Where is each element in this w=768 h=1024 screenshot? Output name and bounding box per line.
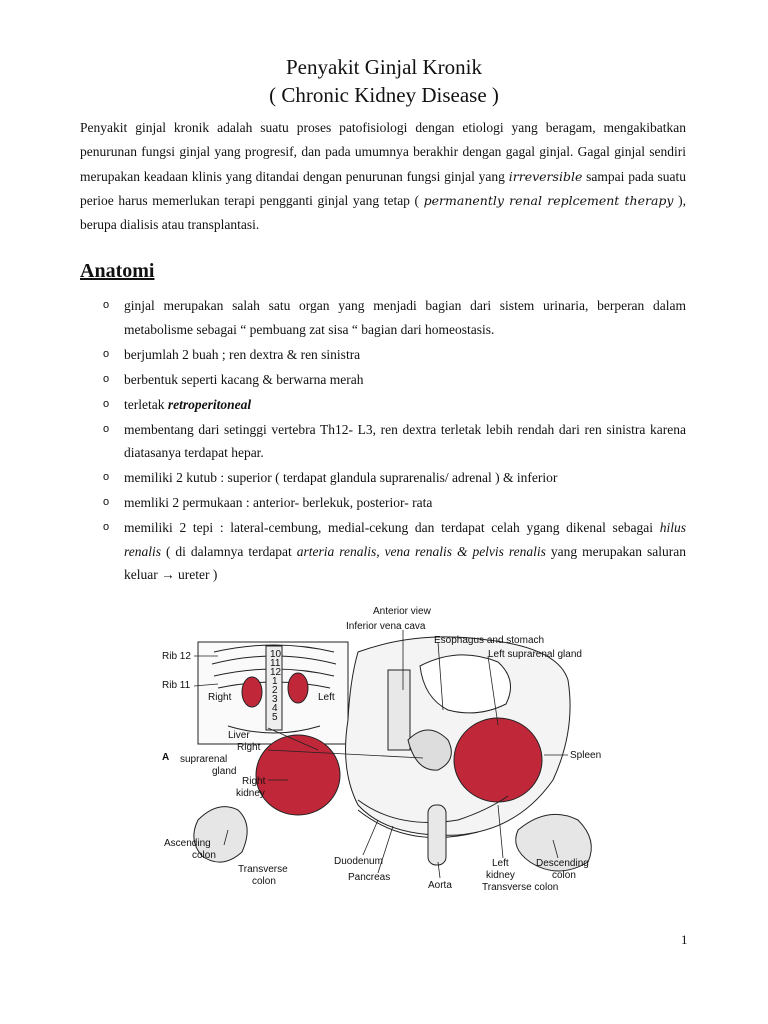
label-descending-1: Descending xyxy=(536,858,589,869)
page-number: 1 xyxy=(681,932,688,947)
label-right-kidney-2: kidney xyxy=(236,788,265,799)
bullet-marker: o xyxy=(103,299,110,311)
label-inferior-vena-cava: Inferior vena cava xyxy=(346,621,426,632)
label-transverse-1: Transverse xyxy=(238,864,288,875)
vertebra-number: 12 xyxy=(270,667,282,678)
list-item-text: yang merupakan saluran keluar xyxy=(124,543,686,582)
bullet-marker: o xyxy=(103,397,110,410)
list-item-text: memiliki 2 kutub : superior ( terdapat glandula suprarenalis/ adrenal ) & inferior xyxy=(124,470,558,485)
list-item xyxy=(80,516,686,587)
label-ascending-2: colon xyxy=(192,850,216,861)
bullet-marker: o xyxy=(103,521,110,533)
anatomy-bullet-list xyxy=(80,294,686,588)
section-heading-anatomi: Anatomi xyxy=(80,260,155,282)
intro-emphasis-therapy: permanently renal replcement therapy xyxy=(423,192,674,208)
intro-paragraph xyxy=(80,116,686,237)
label-esophagus-stomach: Esophagus and stomach xyxy=(434,635,545,646)
list-item xyxy=(80,393,686,417)
label-duodenum: Duodenum xyxy=(334,856,383,867)
list-item xyxy=(80,368,686,392)
list-item-text: ureter ) xyxy=(174,567,218,582)
bullet-marker: o xyxy=(103,422,110,435)
list-item xyxy=(80,491,686,515)
label-left-kidney-2: kidney xyxy=(486,870,515,881)
vertebra-number: 11 xyxy=(270,658,281,669)
list-item-text: memliki 2 permukaan : anterior- berlekuk, posterior- rata xyxy=(124,495,433,510)
vertebra-number: 2 xyxy=(272,685,278,696)
label-left-suprarenal: Left suprarenal gland xyxy=(488,649,582,660)
label-right-kidney-1: Right xyxy=(242,776,266,787)
label-right-suprarenal-3: gland xyxy=(212,766,237,777)
intro-text-3: ), berupa dialisis atau transplantasi. xyxy=(80,192,686,233)
vertebra-number: 5 xyxy=(272,712,278,723)
intro-text-2: sampai pada suatu perioe harus memerlukan terapi pengganti ginjal yang tetap ( xyxy=(80,168,686,208)
label-descending-2: colon xyxy=(552,870,576,881)
label-transverse-2: colon xyxy=(252,876,276,887)
intro-text-1: Penyakit ginjal kronik adalah suatu proses patofisiologi dengan etiologi yang beragam, mengakibatkan penurunan fungsi ginjal yang progresif, dan pada umumnya berakhir dengan gagal ginjal. Gagal ginjal sendiri merupakan keadaan klinis yang ditandai dengan penurunan fungsi ginjal yang xyxy=(80,120,686,184)
label-aorta: Aorta xyxy=(428,880,452,891)
vertebra-number: 1 xyxy=(272,676,278,687)
vertebra-number: 4 xyxy=(272,703,278,714)
label-transverse-colon-bottom: Transverse colon xyxy=(482,882,559,893)
label-liver: Liver xyxy=(228,730,250,741)
arrow-right-icon: → xyxy=(161,567,175,582)
vertebra-number: 10 xyxy=(270,649,282,660)
vertebra-number: 3 xyxy=(272,694,278,705)
label-panel-a: A xyxy=(162,752,170,763)
list-item-text: berbentuk seperti kacang & berwarna merah xyxy=(124,371,364,387)
intro-emphasis-irreversible: irreversible xyxy=(508,168,583,184)
list-item-emphasis: hilus renalis xyxy=(124,520,686,559)
label-anterior-view: Anterior view xyxy=(373,606,431,617)
label-right: Right xyxy=(208,692,232,703)
list-item-emphasis: arteria renalis, vena renalis & pelvis renalis xyxy=(296,543,546,559)
list-item xyxy=(80,418,686,465)
left-kidney-shape xyxy=(454,718,542,802)
bullet-marker: o xyxy=(103,347,110,360)
label-ascending-1: Ascending xyxy=(164,838,211,849)
right-kidney-shape xyxy=(256,735,340,815)
bullet-marker: o xyxy=(103,496,110,508)
list-item-text: ginjal merupakan salah satu organ yang menjadi bagian dari sistem urinaria, berperan dalam metabolisme sebagai “ pembuang zat sisa “ bagian dari homeostasis. xyxy=(124,298,686,337)
label-left: Left xyxy=(318,692,335,703)
list-item-text: berjumlah 2 buah ; ren dextra & ren sinistra xyxy=(124,346,361,362)
label-spleen: Spleen xyxy=(570,750,602,761)
kidney-anatomy-figure xyxy=(158,600,614,900)
list-item-emphasis: retroperitoneal xyxy=(167,396,252,412)
list-item xyxy=(80,466,686,490)
list-item-text: ( di dalamnya terdapat xyxy=(161,543,297,559)
list-item xyxy=(80,343,686,367)
list-item-text: memiliki 2 tepi : lateral-cembung, medial-cekung dan terdapat celah ygang dikenal sebagai xyxy=(124,520,660,535)
list-item-text: membentang dari setinggi vertebra Th12- L3, ren dextra terletak lebih rendah dari ren sinistra karena diatasanya terdapat hepar. xyxy=(124,421,686,460)
page-title: Penyakit Ginjal Kronik xyxy=(286,55,482,79)
bullet-marker: o xyxy=(103,471,110,483)
label-pancreas: Pancreas xyxy=(348,872,391,883)
bullet-marker: o xyxy=(103,372,110,385)
kidney-anatomy-illustration xyxy=(158,600,614,900)
label-left-kidney-1: Left xyxy=(492,858,509,869)
list-item-text: terletak xyxy=(124,396,168,412)
label-right-suprarenal-1: Right xyxy=(237,742,261,753)
page-subtitle: ( Chronic Kidney Disease ) xyxy=(269,83,499,107)
list-item xyxy=(80,294,686,341)
label-right-suprarenal-2: suprarenal xyxy=(180,754,228,765)
label-rib-11: Rib 11 xyxy=(162,680,191,691)
label-rib-12: Rib 12 xyxy=(162,651,191,662)
